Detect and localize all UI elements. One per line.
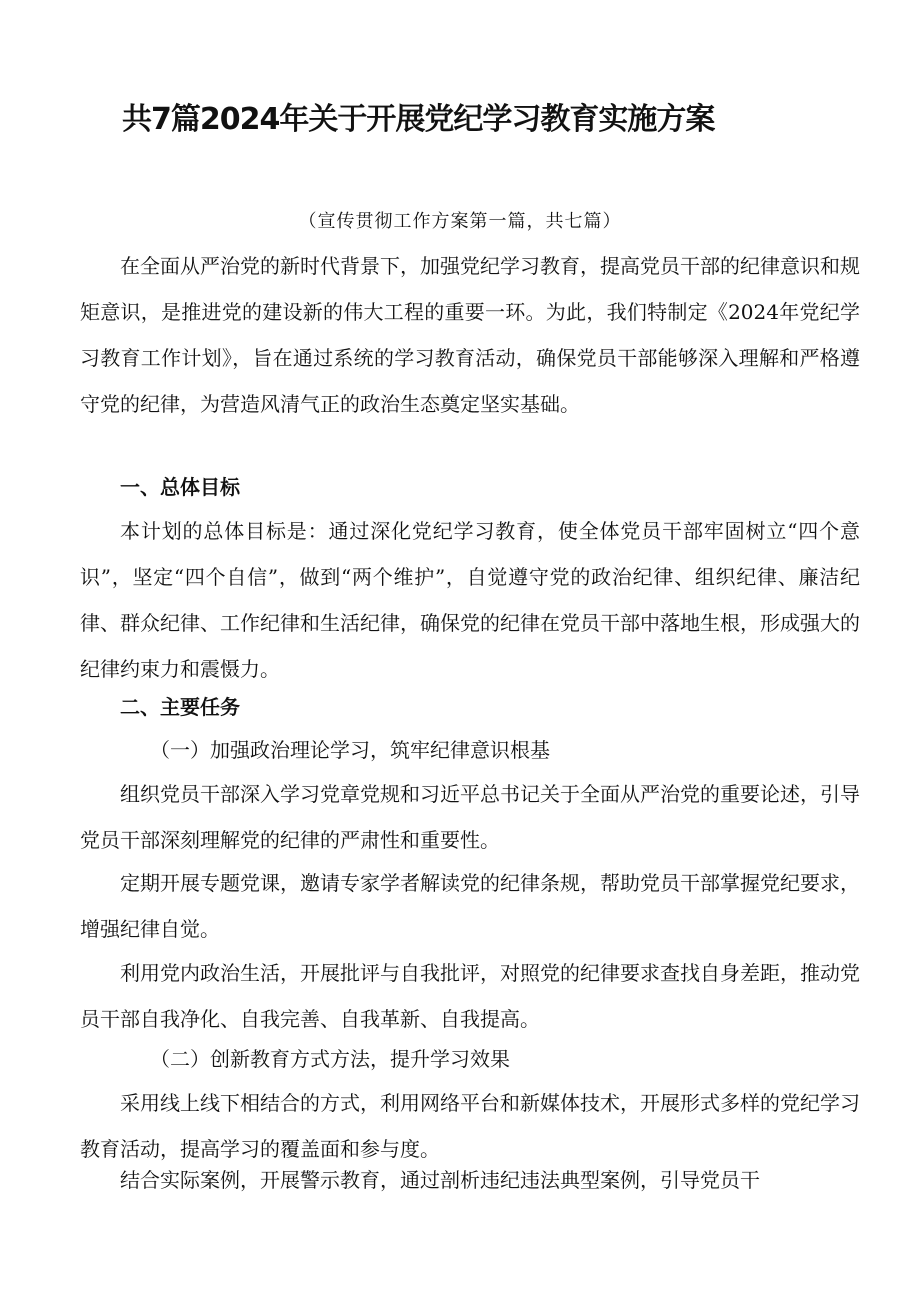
theory-paragraph-2: 定期开展专题党课，邀请专家学者解读党的纪律条规，帮助党员干部掌握党纪要求，增强纪律自觉。	[80, 871, 860, 941]
methods-paragraph-2: 结合实际案例，开展警示教育，通过剖析违纪违法典型案例，引导党员干	[120, 1168, 760, 1192]
goals-paragraph: 本计划的总体目标是：通过深化党纪学习教育，使全体党员干部牢固树立“四个意识”，坚定“四个自信”，做到“两个维护”，自觉遵守党的政治纪律、组织纪律、廉洁纪律、群众纪律、工作纪律和生活纪律，确保党的纪律在党员干部中落地生根，形成强大的纪律约束力和震慑力。	[80, 519, 860, 681]
subsection-heading-theory: （一）加强政治理论学习，筑牢纪律意识根基	[150, 738, 550, 762]
subsection-heading-methods: （二）创新教育方式方法，提升学习效果	[150, 1047, 510, 1071]
theory-paragraph-3: 利用党内政治生活，开展批评与自我批评，对照党的纪律要求查找自身差距，推动党员干部自我净化、自我完善、自我革新、自我提高。	[80, 961, 860, 1031]
document-title: 共7篇2024年关于开展党纪学习教育实施方案	[122, 102, 715, 137]
intro-paragraph: 在全面从严治党的新时代背景下，加强党纪学习教育，提高党员干部的纪律意识和规矩意识，是推进党的建设新的伟大工程的重要一环。为此，我们特制定《2024年党纪学习教育工作计划》，旨在通过系统的学习教育活动，确保党员干部能够深入理解和严格遵守党的纪律，为营造风清气正的政治生态奠定坚实基础。	[80, 254, 860, 416]
methods-paragraph-1: 采用线上线下相结合的方式，利用网络平台和新媒体技术，开展形式多样的党纪学习教育活动，提高学习的覆盖面和参与度。	[80, 1091, 860, 1161]
theory-paragraph-1: 组织党员干部深入学习党章党规和习近平总书记关于全面从严治党的重要论述，引导党员干部深刻理解党的纪律的严肃性和重要性。	[80, 782, 860, 852]
section-heading-goals: 一、总体目标	[120, 475, 240, 499]
document-subtitle: （宣传贯彻工作方案第一篇，共七篇）	[298, 211, 622, 232]
section-heading-tasks: 二、主要任务	[120, 695, 240, 719]
